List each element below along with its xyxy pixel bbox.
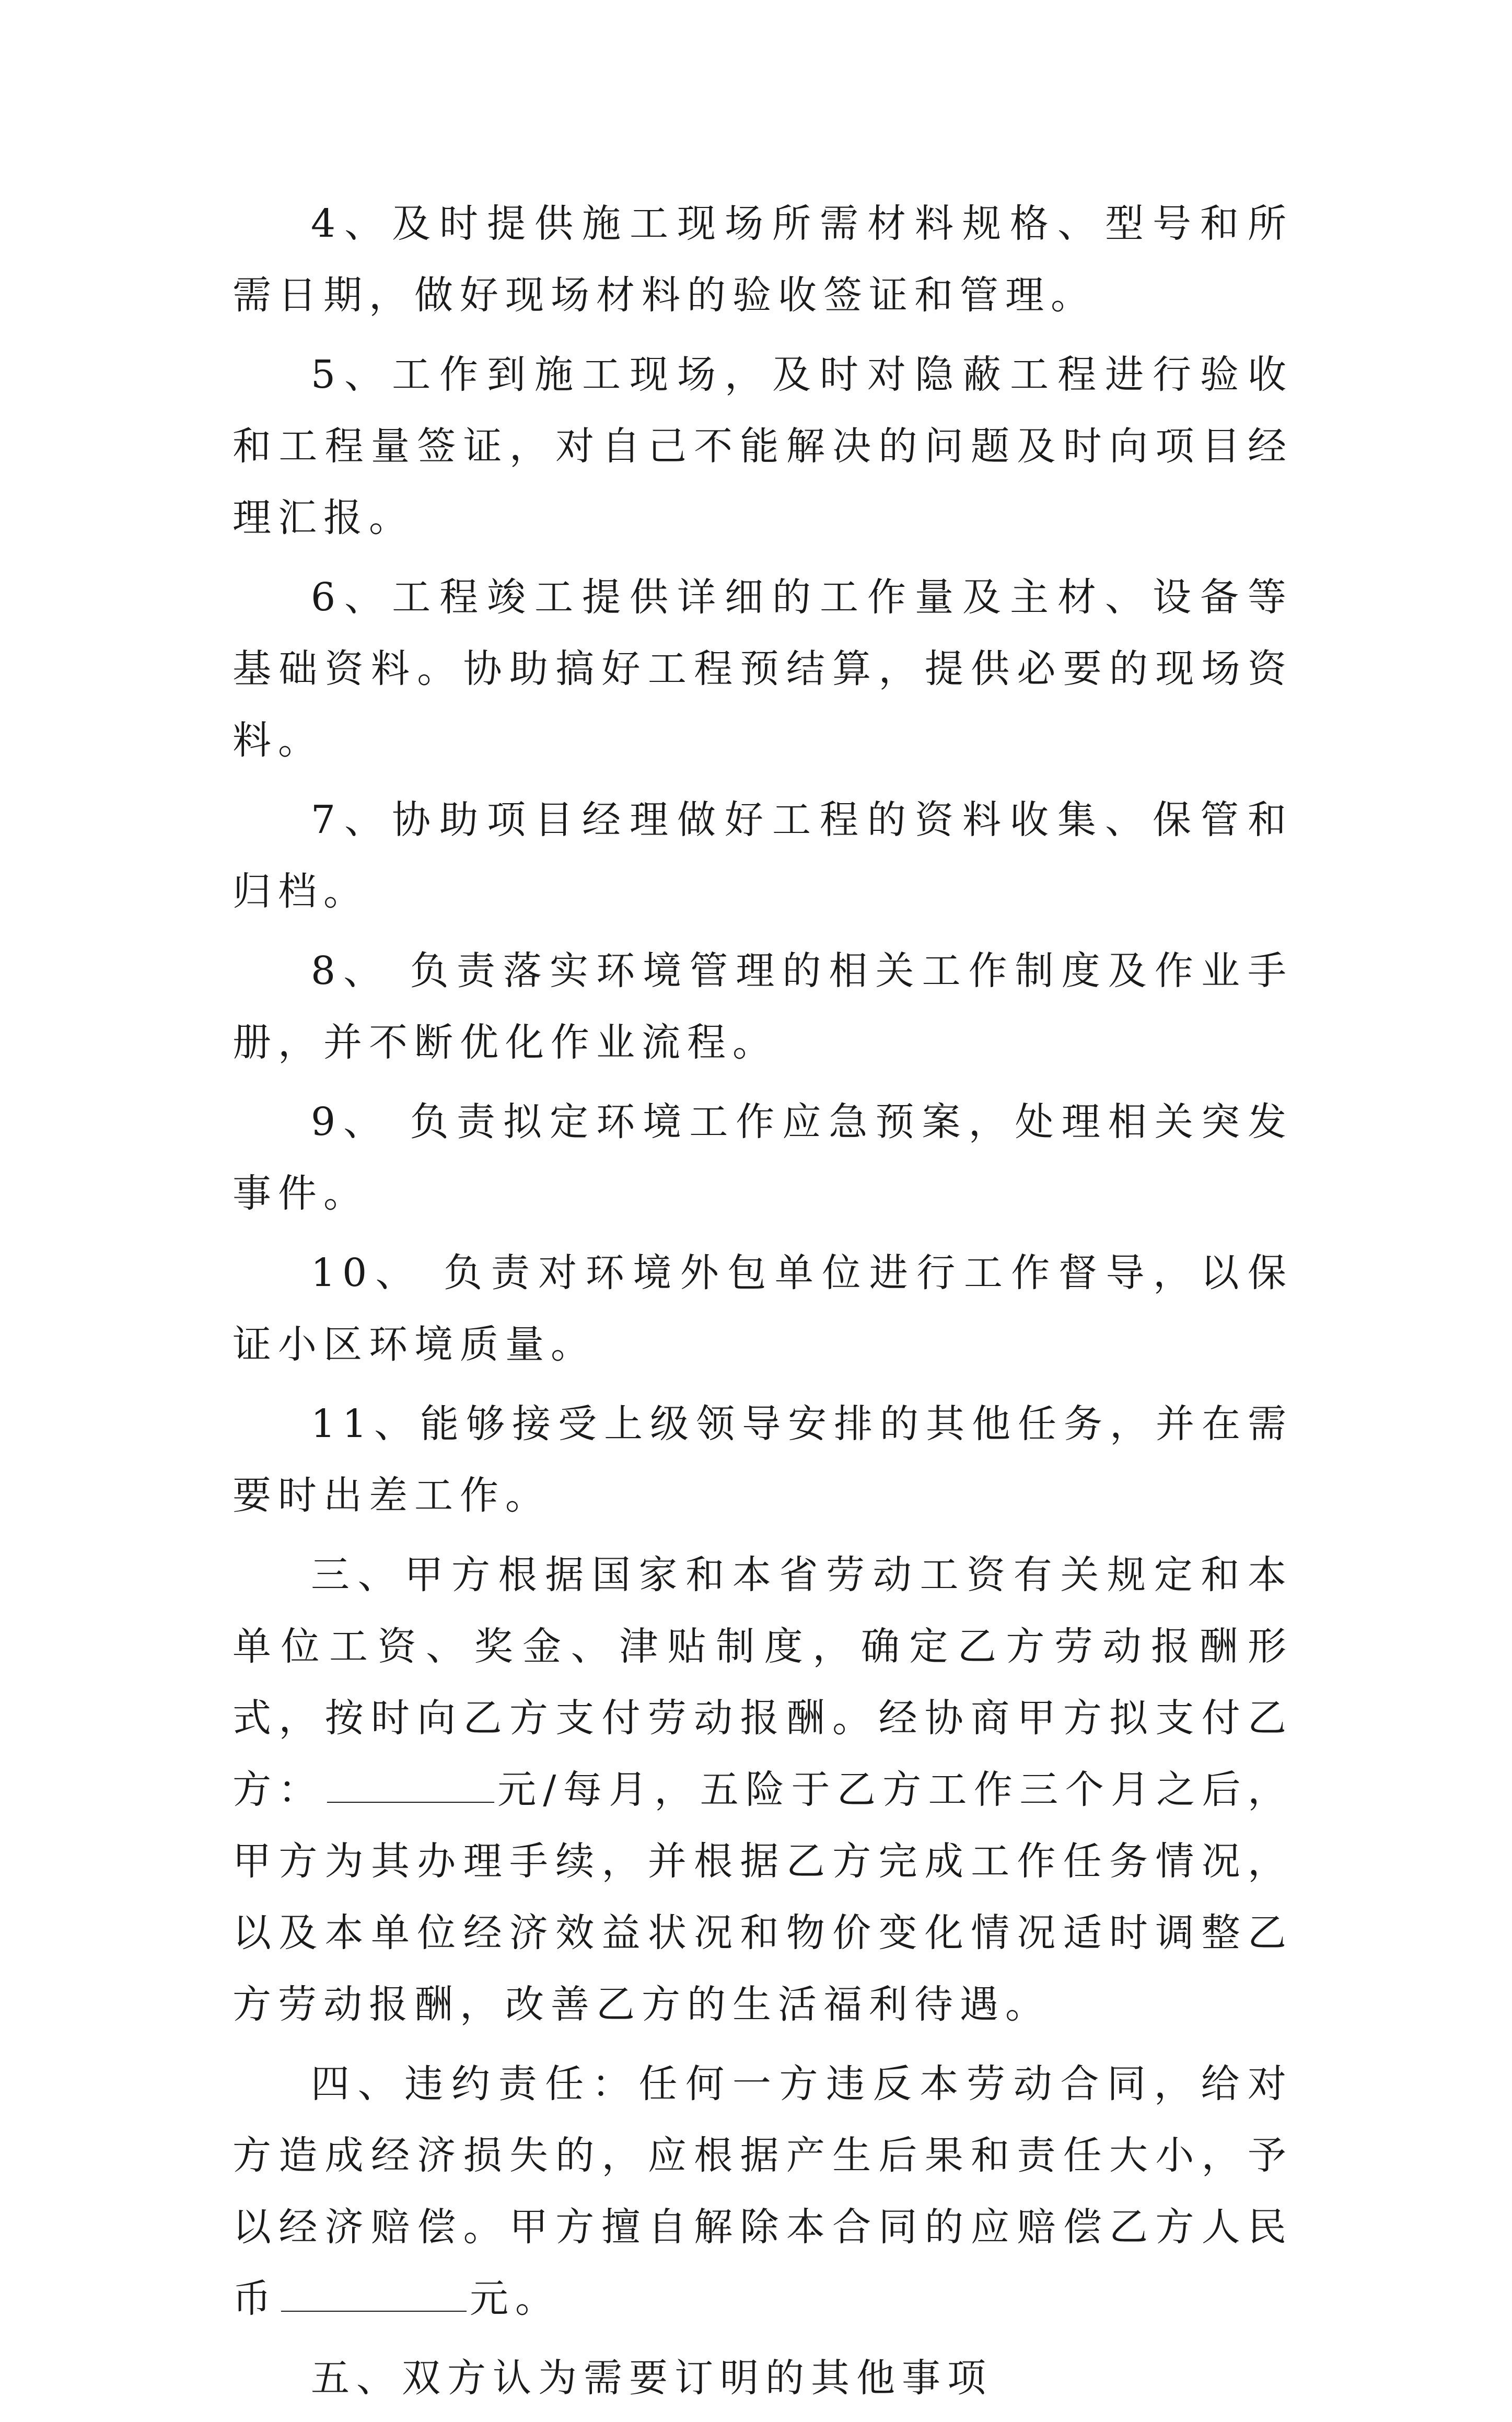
section-4-text-b: 元。 — [470, 2276, 561, 2321]
clause-4: 4、及时提供施工现场所需材料规格、型号和所需日期，做好现场材料的验收签证和管理。 — [232, 201, 1293, 318]
compensation-amount-blank[interactable] — [281, 2280, 467, 2312]
section-4-liability — [232, 2048, 1293, 2335]
clause-9: 9、 负责拟定环境工作应急预案，处理相关突发事件。 — [232, 1099, 1293, 1216]
clause-7: 7、协助项目经理做好工程的资料收集、保管和归档。 — [232, 797, 1293, 914]
clause-8: 8、 负责落实环境管理的相关工作制度及作业手册，并不断优化作业流程。 — [232, 948, 1293, 1065]
section-3-text-b: 元/每月，五险于乙方工作三个月之后，甲方为其办理手续，并根据乙方完成工作任务情况，以及本单位经济效益状况和物价变化情况适时调整乙方劳动报酬，改善乙方的生活福利待遇。 — [232, 1767, 1294, 2027]
monthly-wage-blank[interactable] — [327, 1771, 494, 1803]
section-3-text-a: 三、甲方根据国家和本省劳动工资有关规定和本单位工资、奖金、津贴制度，确定乙方劳动报酬形式，按时向乙方支付劳动报酬。经协商甲方拟支付乙方： — [232, 1552, 1293, 1812]
section-3-wages — [232, 1539, 1293, 2041]
clause-6: 6、工程竣工提供详细的工作量及主材、设备等基础资料。协助搞好工程预结算，提供必要的现场资料。 — [232, 575, 1293, 763]
document-page — [232, 188, 1293, 2422]
section-4-text-a: 四、违约责任：任何一方违反本劳动合同，给对方造成经济损失的，应根据产生后果和责任大小，予以经济赔偿。甲方擅自解除本合同的应赔偿乙方人民币 — [232, 2061, 1293, 2321]
section-5-other-matters: 五、双方认为需要订明的其他事项 — [311, 2356, 993, 2401]
clause-10: 10、 负责对环境外包单位进行工作督导，以保证小区环境质量。 — [232, 1250, 1293, 1367]
clause-5: 5、工作到施工现场，及时对隐蔽工程进行验收和工程量签证，对自己不能解决的问题及时向项目经理汇报。 — [232, 352, 1293, 540]
clause-11: 11、能够接受上级领导安排的其他任务，并在需要时出差工作。 — [232, 1401, 1293, 1518]
